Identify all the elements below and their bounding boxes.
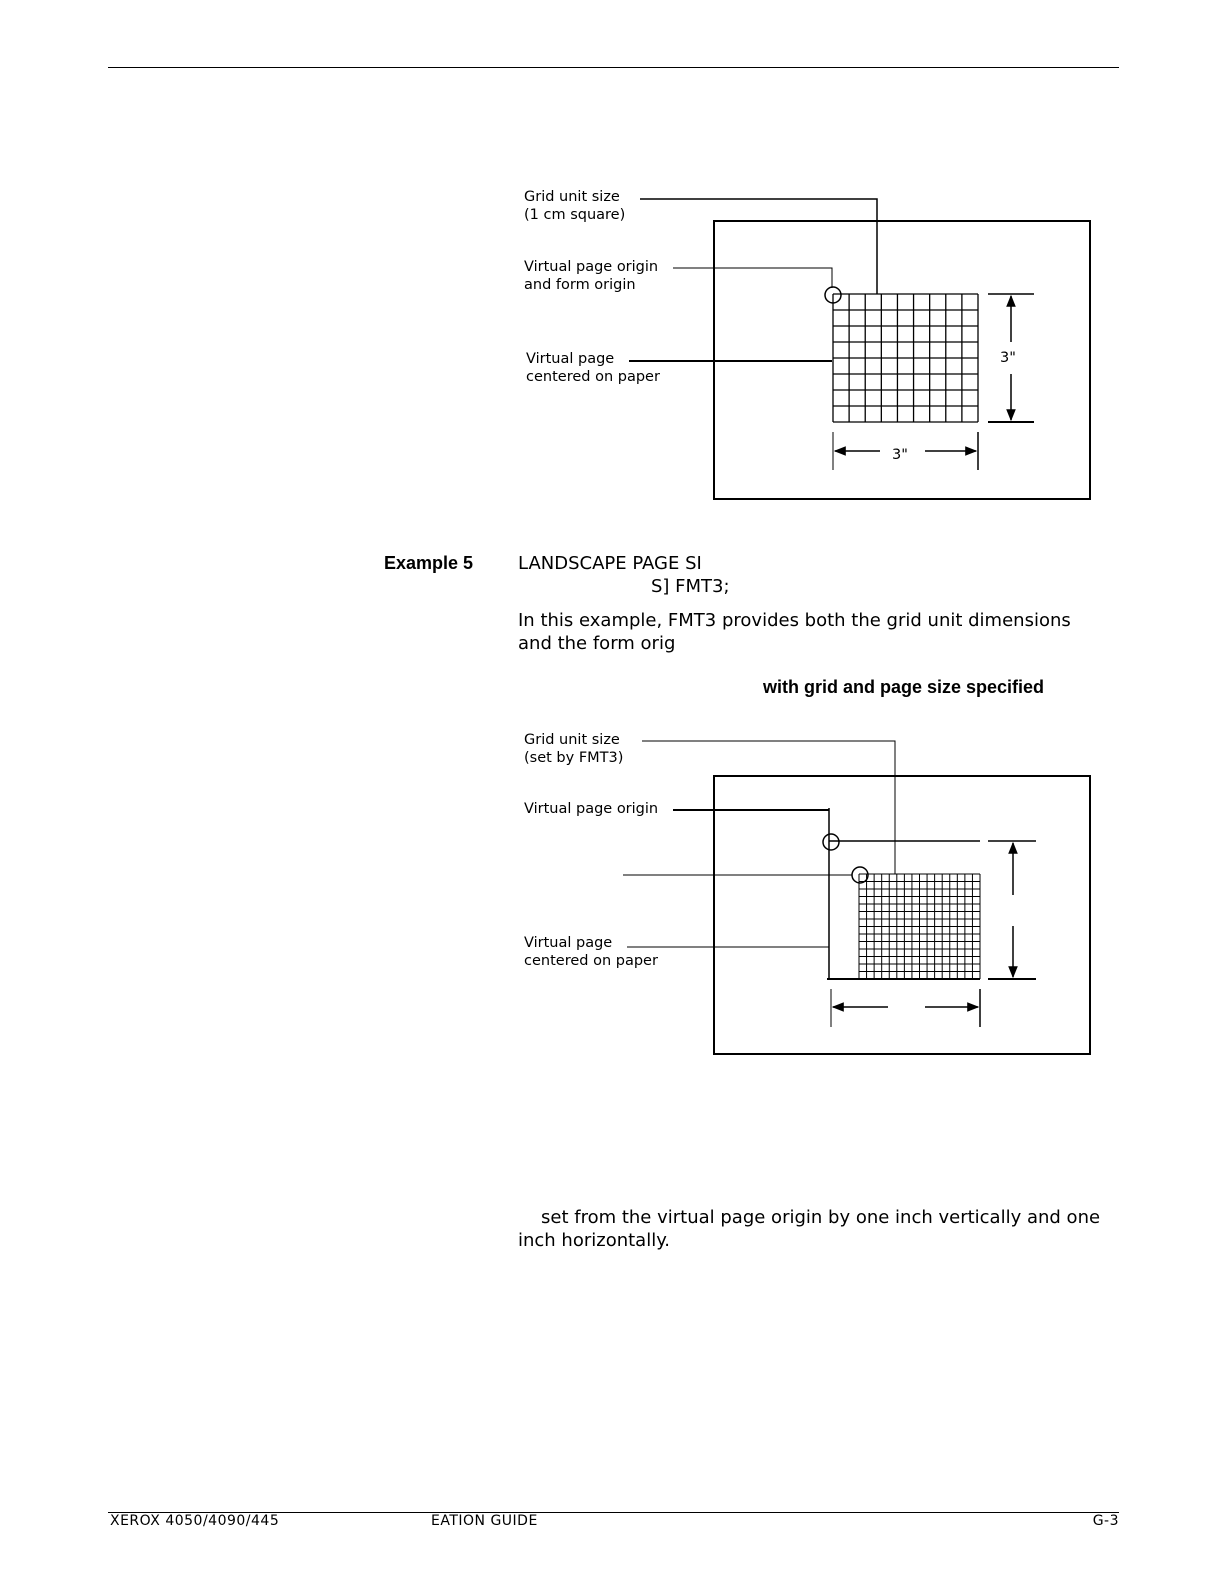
fig1-centered-label-line1: Virtual page	[526, 351, 615, 367]
footer-left: XEROX 4050/4090/445	[110, 1513, 280, 1529]
fig2-centered-label-line2: centered on paper	[524, 953, 658, 969]
fig1-grid-unit-label-line2: (1 cm square)	[524, 207, 626, 223]
figure-caption: with grid and page size specified	[763, 677, 1045, 697]
fig1-origin-label-line2: and form origin	[524, 277, 636, 293]
closing-line1: set from the virtual page origin by one inch vertically and one	[541, 1207, 1101, 1228]
fig1-origin-leader	[673, 268, 832, 288]
fig2-grid	[859, 874, 980, 979]
figure-1	[629, 199, 1090, 499]
fig2-grid-unit-label-line1: Grid unit size	[524, 732, 620, 748]
fig2-centered-label-line1: Virtual page	[524, 935, 613, 951]
closing-line2: inch horizontally.	[518, 1230, 671, 1251]
example-label: Example 5	[384, 553, 474, 573]
fig2-paper-outline	[714, 776, 1090, 1054]
example-code-line2: S] FMT3;	[651, 576, 730, 597]
fig2-grid-unit-label-line2: (set by FMT3)	[524, 750, 624, 766]
example-code-line1: LANDSCAPE PAGE SI	[518, 553, 702, 574]
footer-center: EATION GUIDE	[431, 1513, 538, 1529]
fig1-grid-unit-leader	[640, 199, 877, 294]
fig2-origin-label: Virtual page origin	[524, 801, 659, 817]
fig2-grid-unit-leader	[642, 741, 895, 874]
fig1-height-dimension: 3"	[1000, 350, 1016, 366]
example-description-line1: In this example, FMT3 provides both the grid unit dimensions	[518, 610, 1071, 631]
fig2-virtual-origin-marker	[823, 834, 839, 850]
fig1-width-dimension: 3"	[892, 447, 908, 463]
fig2-form-origin-marker	[852, 867, 868, 883]
fig1-grid-unit-label-line1: Grid unit size	[524, 189, 620, 205]
example-description-line2: and the form orig	[518, 633, 676, 654]
fig1-centered-label-line2: centered on paper	[526, 369, 660, 385]
figure-2	[623, 741, 1090, 1054]
footer-page-number: G-3	[1092, 1513, 1119, 1529]
fig1-grid	[833, 294, 978, 422]
fig1-origin-label-line1: Virtual page origin	[524, 259, 659, 275]
